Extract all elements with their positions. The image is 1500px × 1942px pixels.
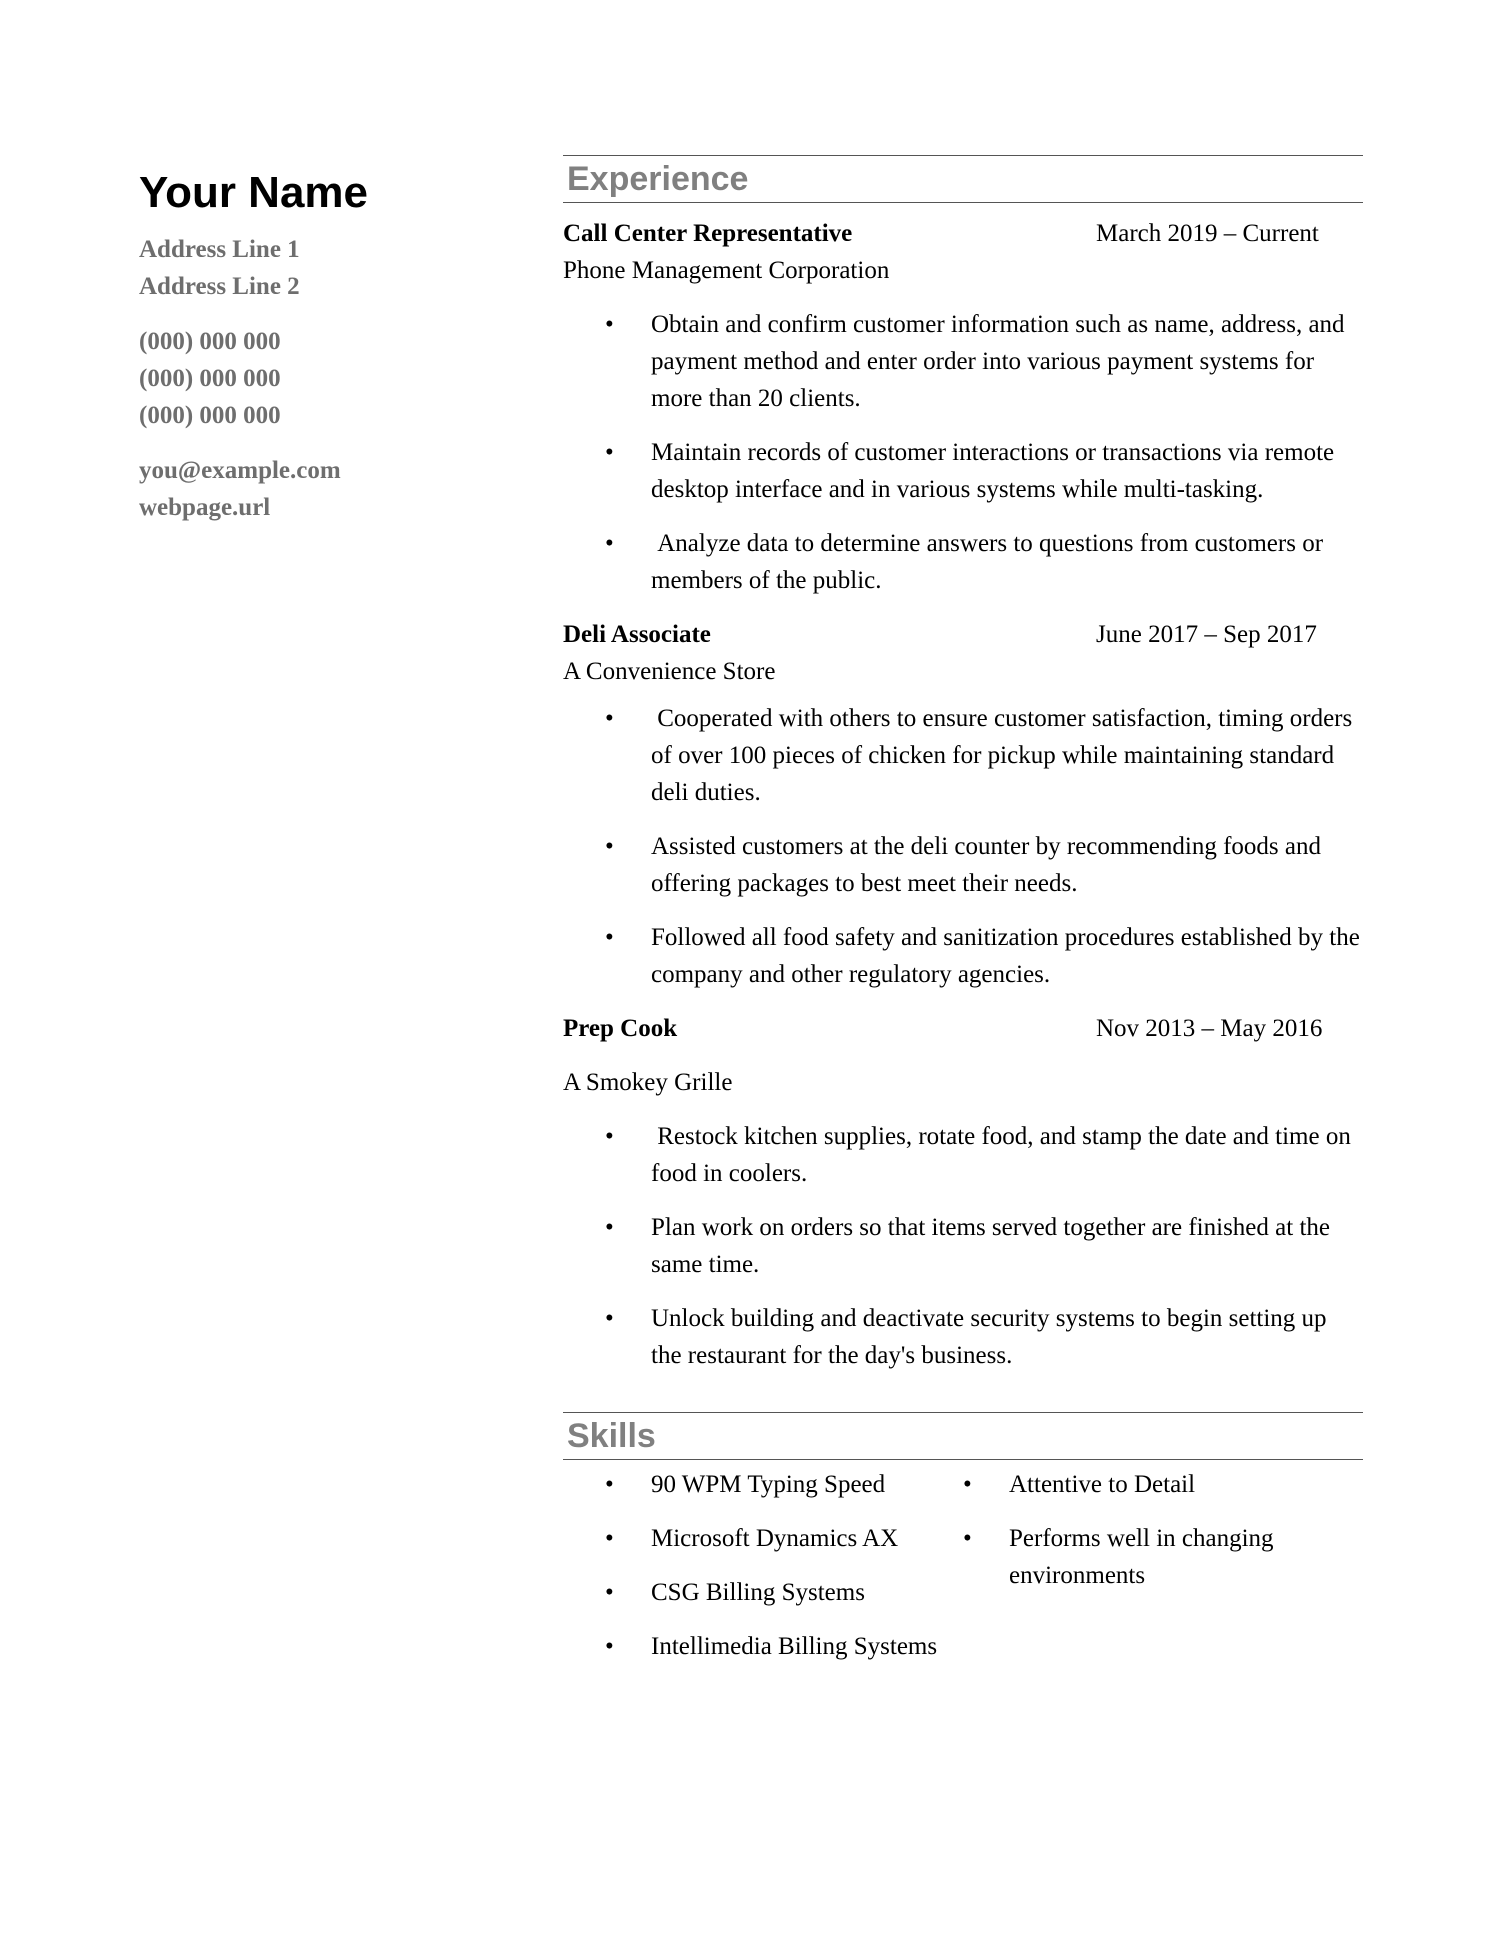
job-dates: Nov 2013 – May 2016 <box>1096 1015 1323 1042</box>
duty-item <box>563 434 1363 508</box>
skills-list-1 <box>563 1466 963 1665</box>
duty-text: Followed all food safety and sanitization procedures established by the company and other regulatory agencies. <box>651 924 1360 988</box>
duty-item <box>563 1209 1363 1283</box>
skill-item <box>563 1574 963 1611</box>
skills-list-2 <box>963 1466 1363 1594</box>
bullet-dot: • <box>605 1633 614 1660</box>
duty-text: Assisted customers at the deli counter by recommending foods and offering packages to best meet their needs. <box>651 833 1321 897</box>
duty-text: Plan work on orders so that items served together are finished at the same time. <box>651 1214 1330 1278</box>
phone-3: (000) 000 000 <box>139 402 281 429</box>
skill-text: Intellimedia Billing Systems <box>651 1633 938 1660</box>
job-header <box>563 215 1363 252</box>
phone-block <box>139 323 519 434</box>
skills-header <box>563 1412 1363 1460</box>
job-dates: June 2017 – Sep 2017 <box>1096 621 1317 648</box>
job-title: Prep Cook <box>563 1015 678 1042</box>
skills-column-2 <box>963 1460 1363 1594</box>
bullet-dot: • <box>605 311 614 338</box>
online-block <box>139 452 519 526</box>
bullet-dot: • <box>605 1471 614 1498</box>
job-dates: March 2019 – Current <box>1096 220 1319 247</box>
experience-heading: Experience <box>567 160 749 198</box>
duty-item <box>563 1300 1363 1374</box>
skills-grid <box>563 1460 1363 1690</box>
bullet-dot: • <box>605 705 614 732</box>
skill-item <box>563 1520 963 1557</box>
skill-item <box>563 1466 963 1503</box>
job-entry <box>563 215 1363 599</box>
skill-text: CSG Billing Systems <box>651 1579 865 1606</box>
skills-column-1 <box>563 1460 963 1665</box>
bullet-dot: • <box>605 1305 614 1332</box>
bullet-dot: • <box>963 1471 972 1498</box>
job-title: Deli Associate <box>563 621 711 648</box>
duty-item <box>563 828 1363 902</box>
duty-item <box>563 919 1363 993</box>
duty-text: Restock kitchen supplies, rotate food, and stamp the date and time on food in coolers. <box>651 1123 1358 1187</box>
job-header <box>563 1010 1363 1047</box>
experience-header <box>563 155 1363 203</box>
duty-text: Analyze data to determine answers to questions from customers or members of the public. <box>651 530 1330 594</box>
bullet-dot: • <box>605 439 614 466</box>
address-line-1: Address Line 1 <box>139 236 300 263</box>
duty-item <box>563 700 1363 811</box>
duty-text: Unlock building and deactivate security systems to begin setting up the restaurant for the day's business. <box>651 1305 1327 1369</box>
email: you@example.com <box>139 457 341 484</box>
job-entry <box>563 1010 1363 1374</box>
job-duties <box>563 700 1363 993</box>
duty-text: Obtain and confirm customer information such as name, address, and payment method and enter order into various payment systems for more than 20 clients. <box>651 311 1345 412</box>
skill-text: Microsoft Dynamics AX <box>651 1525 899 1552</box>
bullet-dot: • <box>963 1525 972 1552</box>
bullet-dot: • <box>605 1123 614 1150</box>
bullet-dot: • <box>605 530 614 557</box>
duty-text: Cooperated with others to ensure customer satisfaction, timing orders of over 100 pieces of chicken for pickup while maintaining standard deli duties. <box>651 705 1359 806</box>
address-block <box>139 231 519 305</box>
skill-item <box>963 1520 1363 1594</box>
company-name: Phone Management Corporation <box>563 257 890 284</box>
company-name: A Convenience Store <box>563 658 776 685</box>
job-header <box>563 616 1363 653</box>
phone-2: (000) 000 000 <box>139 365 281 392</box>
bullet-dot: • <box>605 1214 614 1241</box>
bullet-dot: • <box>605 1525 614 1552</box>
applicant-name: Your Name <box>139 168 369 217</box>
skill-item <box>563 1628 963 1665</box>
job-entry <box>563 616 1363 993</box>
address-line-2: Address Line 2 <box>139 273 300 300</box>
skill-text: Attentive to Detail <box>1009 1471 1196 1498</box>
duty-item <box>563 525 1363 599</box>
duty-item <box>563 1118 1363 1192</box>
contact-column <box>139 165 519 544</box>
job-duties <box>563 1118 1363 1374</box>
skills-heading: Skills <box>567 1417 656 1455</box>
bullet-dot: • <box>605 1579 614 1606</box>
main-column <box>563 155 1363 1690</box>
duty-text: Maintain records of customer interactions or transactions via remote desktop interface and in various systems while multi-tasking. <box>651 439 1335 503</box>
website: webpage.url <box>139 494 271 521</box>
duty-item <box>563 306 1363 417</box>
skill-text: 90 WPM Typing Speed <box>651 1471 886 1498</box>
skill-item <box>963 1466 1363 1503</box>
bullet-dot: • <box>605 924 614 951</box>
bullet-dot: • <box>605 833 614 860</box>
phone-1: (000) 000 000 <box>139 328 281 355</box>
skill-text: Performs well in changing environments <box>1009 1525 1274 1589</box>
company-name: A Smokey Grille <box>563 1069 733 1096</box>
skills-section <box>563 1412 1363 1690</box>
job-title: Call Center Representative <box>563 220 853 247</box>
job-duties <box>563 306 1363 599</box>
